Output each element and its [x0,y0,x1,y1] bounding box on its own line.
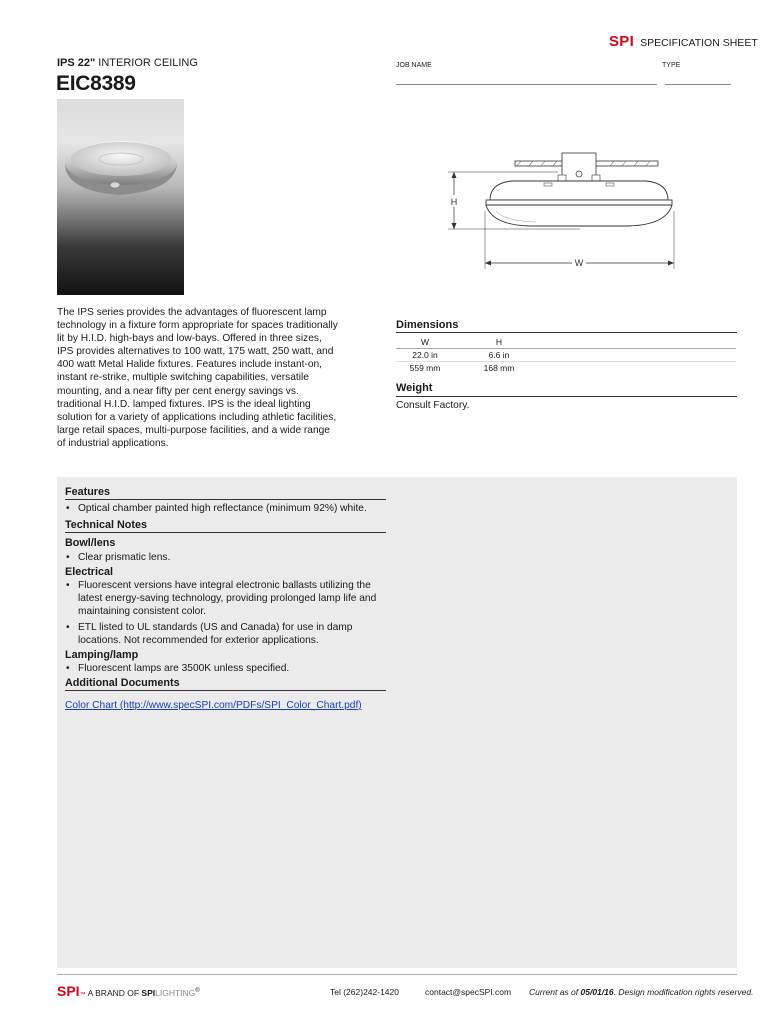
electrical-text: Fluorescent versions have integral electronic ballasts utilizing the latest energy-saving technology, providing prolonged lamp life and maintaining consistent color. [78,580,377,618]
registered-mark: ® [195,988,200,995]
lamping-text: Fluorescent lamps are 3500K unless specified. [78,663,290,674]
footer-brand [57,983,200,999]
electrical-heading: Electrical [65,566,114,578]
brand-tagline-lighting: LIGHTING [155,988,196,998]
bullet-icon: • [66,580,70,591]
dimensions-heading: Dimensions [396,319,459,331]
product-line [57,57,198,69]
product-category: INTERIOR CEILING [95,57,198,69]
footer-spi-logo: SPI [57,983,80,999]
additional-documents-divider [65,690,386,691]
product-series: IPS 22" [57,57,96,69]
height-mm: 168 mm [483,362,515,373]
bullet-icon: • [66,552,70,563]
list-item [65,502,385,515]
brand-tagline [88,988,200,998]
list-item [65,621,385,647]
electrical-text: ETL listed to UL standards (US and Canada) for use in damp locations. Not recommended for exterior applications. [78,622,353,647]
job-name-label: JOB NAME [396,62,432,69]
list-item [65,551,385,564]
column-h: H [495,336,503,347]
width-mm: 559 mm [409,362,441,373]
footer-divider [57,974,737,975]
table-row [396,349,736,362]
brand-tagline-prefix: A BRAND OF [87,988,142,998]
bullet-icon: • [66,622,70,633]
list-item [65,662,385,675]
technical-notes-heading: Technical Notes [65,519,147,531]
spec-sheet-header-brand [609,33,758,50]
job-name-field[interactable] [396,84,657,85]
bullet-icon: • [66,663,70,674]
width-inches: 22.0 in [412,349,438,360]
features-heading: Features [65,486,111,498]
footer-revision-note [529,987,753,997]
bullet-icon: • [66,503,70,514]
sheet-type-label: SPECIFICATION SHEET [640,37,758,49]
width-dimension-label: W [574,258,584,268]
lamping-heading: Lamping/lamp [65,649,139,661]
feature-text: Optical chamber painted high reflectance (minimum 92%) white. [78,503,367,514]
type-label: TYPE [662,62,681,69]
model-number: EIC8389 [56,72,136,95]
footer-email[interactable]: contact@specSPI.com [425,987,512,997]
footer-phone: Tel (262)242-1420 [330,987,399,997]
dimensions-table [396,336,736,374]
bowl-lens-text: Clear prismatic lens. [78,552,171,563]
height-dimension-label: H [450,197,458,207]
dimensions-header-row [396,336,736,349]
product-description: The IPS series provides the advantages of fluorescent lamp technology in a fixture form appropriate for spaces traditionally lit by H.I.D. high-bays and low-bays. Offered in three sizes, IPS provides alternatives to 100 watt, 175 watt, 250 watt, and 400 watt Metal Halide fixtures. Features include instant-on, instant re-strike, multiple switching capabilities, versatile mounting, and a near fifty per cent energy savings vs. traditional H.I.D. lamped fixtures. IPS is the ideal lighting solution for a variety of applications including athletic facilities, large retail spaces, multi-purpose facilities, and a wide range of industrial applications. [57,307,338,449]
revision-suffix: . Design modification rights reserved. [613,987,754,997]
product-photo [57,99,184,295]
brand-tagline-spi: SPI [141,988,156,998]
column-w: W [420,336,430,347]
list-item [65,579,385,618]
type-field[interactable] [665,84,731,85]
weight-heading: Weight [396,382,433,394]
weight-divider [396,396,737,397]
height-inches: 6.6 in [488,349,510,360]
weight-value: Consult Factory. [396,400,470,411]
additional-documents-heading: Additional Documents [65,677,180,689]
color-chart-link[interactable]: Color Chart (http://www.specSPI.com/PDFs/SPI_Color_Chart.pdf) [65,700,362,711]
revision-prefix: Current as of [529,987,581,997]
dimensions-divider [396,332,737,333]
spi-logo-text: SPI [609,33,635,50]
fixture-photo-graphic [57,99,184,295]
technical-notes-divider [65,532,386,533]
table-row [396,361,736,374]
fixture-dimension-diagram [440,145,690,275]
trademark-mark: ™ [79,992,86,998]
revision-date: 05/01/16 [580,987,614,997]
features-divider [65,499,386,500]
bowl-lens-heading: Bowl/lens [65,537,116,549]
fixture-side-view [440,145,690,275]
